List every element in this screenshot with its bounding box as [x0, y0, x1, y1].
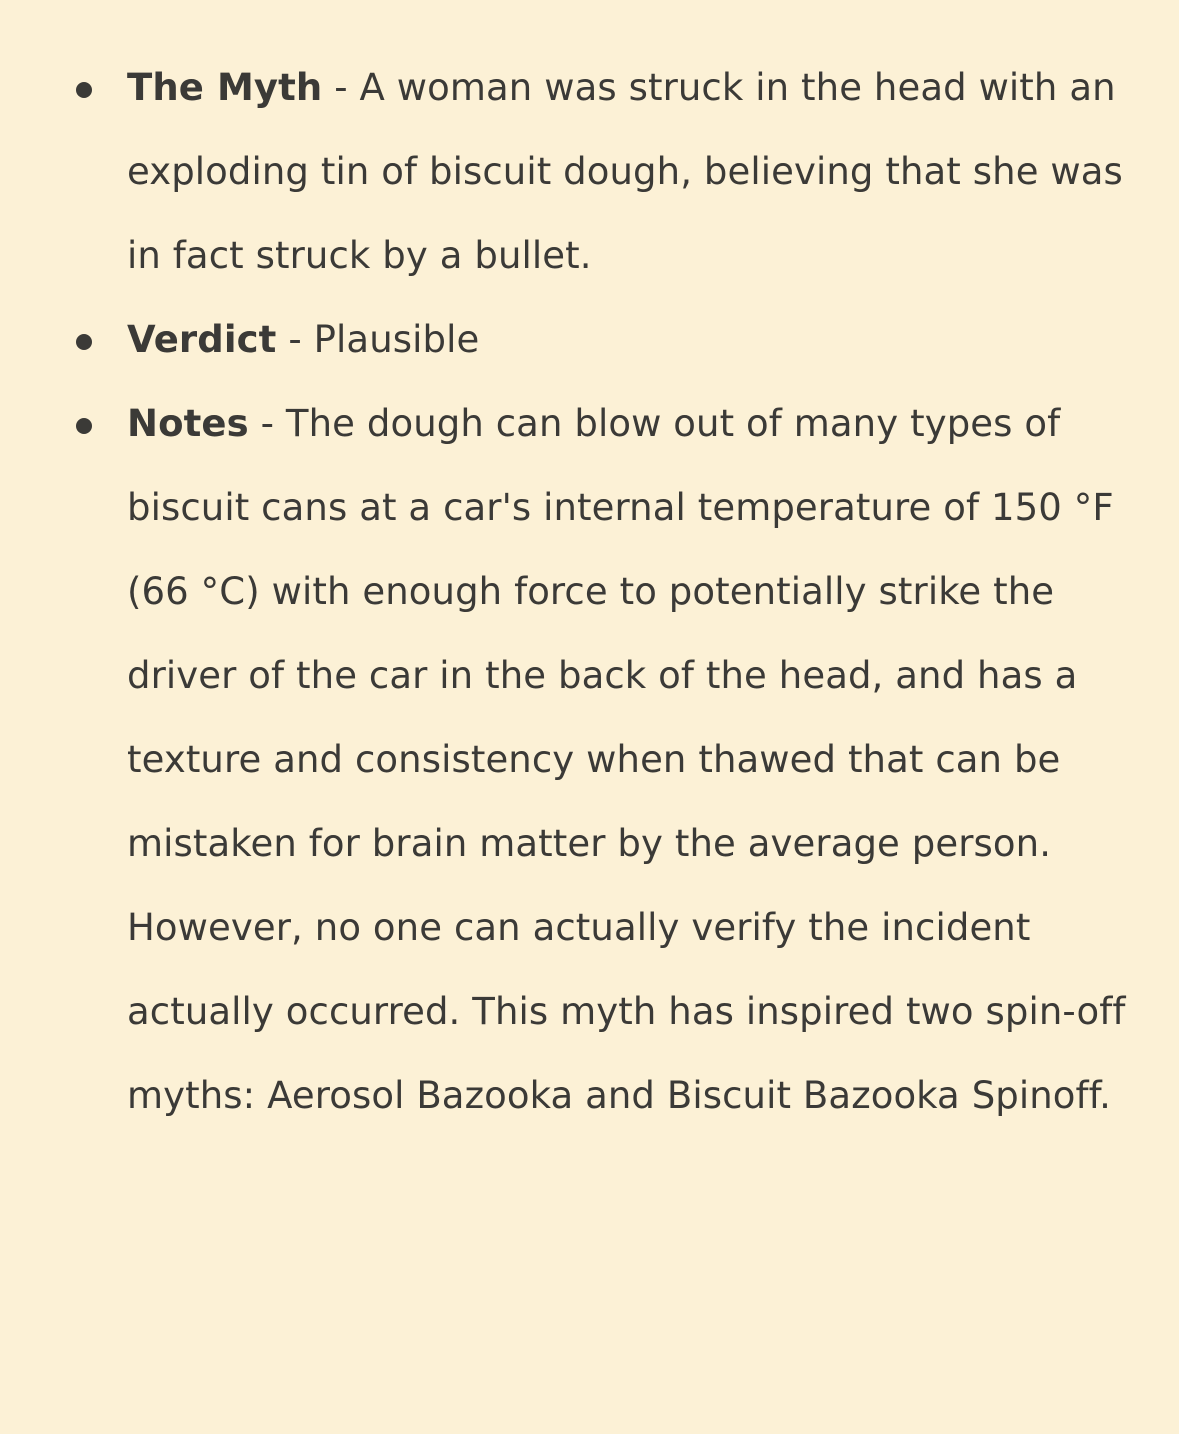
notes-term: Notes: [127, 402, 249, 445]
bullet-icon: [76, 334, 92, 350]
myth-details-list: [0, 46, 1179, 1138]
list-item-myth: [0, 46, 1179, 298]
verdict-text: Plausible: [313, 318, 480, 361]
bullet-icon: [76, 418, 92, 434]
list-item-notes: [0, 382, 1179, 1138]
bullet-icon: [76, 82, 92, 98]
myth-text: A woman was struck in the head with an exploding tin of biscuit dough, believing that she was in fact struck by a bullet.: [127, 66, 1123, 277]
verdict-separator: -: [276, 318, 314, 361]
verdict-term: Verdict: [127, 318, 277, 361]
notes-separator: -: [248, 402, 286, 445]
myth-term: The Myth: [127, 66, 323, 109]
notes-text: The dough can blow out of many types of biscuit cans at a car's internal temperature of 150 °F (66 °C) with enough force to potentially strike the driver of the car in the back of the head, and has a texture and consistency when thawed that can be mistaken for brain matter by the average person. However, no one can actually verify the incident actually occurred. This myth has inspired two spin-off myths: Aerosol Bazooka and Biscuit Bazooka Spinoff.: [127, 402, 1126, 1117]
list-item-verdict: [0, 298, 1179, 382]
myth-separator: -: [322, 66, 360, 109]
